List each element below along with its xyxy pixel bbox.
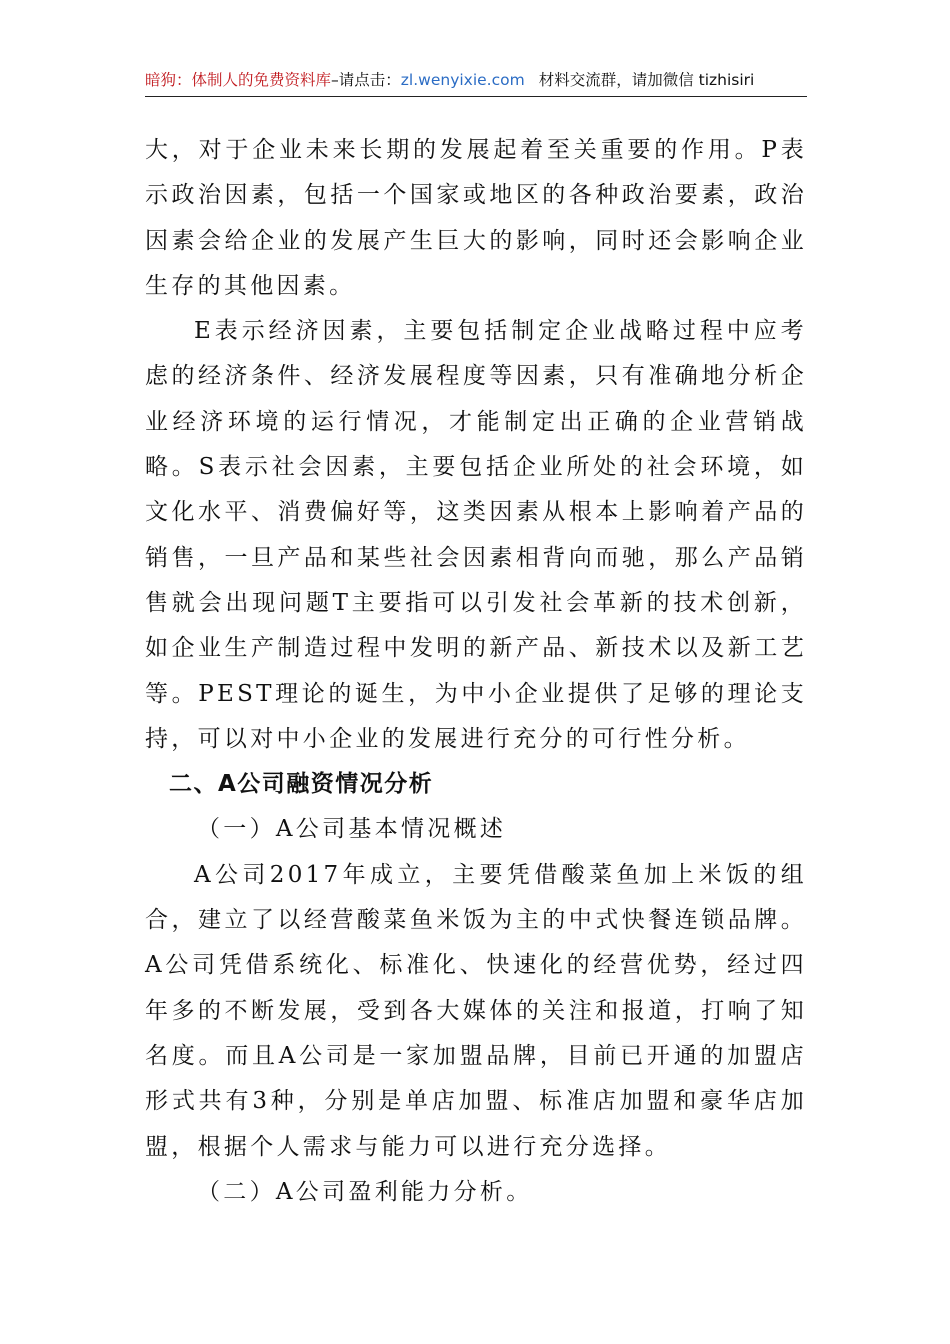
subsection-title-profitability: （二）A公司盈利能力分析。 (197, 1178, 533, 1205)
section-heading: 二、A公司融资情况分析 (169, 771, 434, 798)
subsection-title-overview: （一）A公司基本情况概述 (197, 816, 507, 843)
site-link[interactable]: zl.wenyixie.com (400, 71, 525, 89)
document-body (145, 128, 807, 1215)
site-name: 暗狗：体制人的免费资料库 (145, 71, 332, 89)
paragraph-continued: 大，对于企业未来长期的发展起着至关重要的作用。P表示政治因素，包括一个国家或地区的各种政治要素，政治因素会给企业的发展产生巨大的影响，同时还会影响企业生存的其他因素。 (145, 137, 807, 299)
click-prefix: –请点击： (331, 71, 401, 89)
paragraph-pest: E表示经济因素，主要包括制定企业战略过程中应考虑的经济条件、经济发展程度等因素，只有准确地分析企业经济环境的运行情况，才能制定出正确的企业营销战略。S表示社会因素，主要包括企业所处的社会环境，如文化水平、消费偏好等，这类因素从根本上影响着产品的销售，一旦产品和某些社会因素相背向而驰，那么产品销售就会出现问题T主要指可以引发社会革新的技术创新，如企业生产制造过程中发明的新产品、新技术以及新工艺等。PEST理论的诞生，为中小企业提供了足够的理论支持，可以对中小企业的发展进行充分的可行性分析。 (145, 318, 807, 752)
wechat-note: 材料交流群，请加微信 tizhisiri (538, 71, 755, 89)
paragraph-company-overview: A公司2017年成立，主要凭借酸菜鱼加上米饭的组合，建立了以经营酸菜鱼米饭为主的中式快餐连锁品牌。A公司凭借系统化、标准化、快速化的经营优势，经过四年多的不断发展，受到各大媒体的关注和报道，打响了知名度。而且A公司是一家加盟品牌，目前已开通的加盟店形式共有3种，分别是单店加盟、标准店加盟和豪华店加盟，根据个人需求与能力可以进行充分选择。 (145, 861, 807, 1160)
page-header (145, 66, 807, 97)
